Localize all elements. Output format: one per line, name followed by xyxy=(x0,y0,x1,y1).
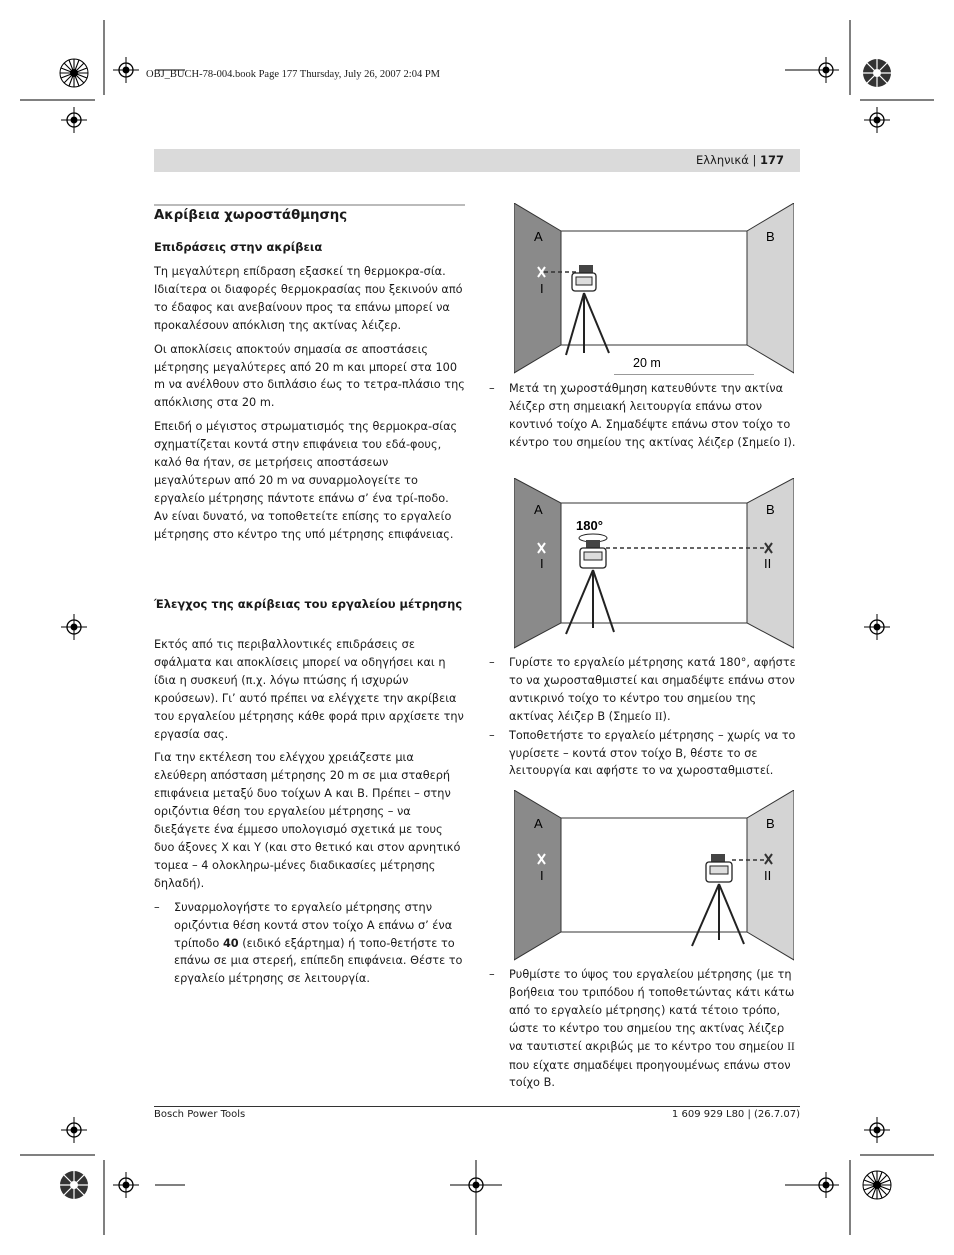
page-number: 177 xyxy=(759,153,784,167)
figure-step-1 xyxy=(514,203,794,375)
footer-publisher: Bosch Power Tools xyxy=(154,1109,246,1120)
paragraph: Οι αποκλίσεις αποκτούν σημασία σε αποστάσεις μέτρησης μεγαλύτερες από 20 m και μπορεί στα 100 m να ανέλθουν στο διπλάσιο έως το τετρα-πλάσιο της απόκλισης στα 20 m. xyxy=(154,342,465,410)
wall-a-label: A xyxy=(534,502,543,517)
section-title: Ακρίβεια χωροστάθμησης xyxy=(154,208,348,223)
text-run: (ειδικό εξάρτημα) ή τοπο-θετήστε το επάνω σε μια στερεή, επίπεδη επιφάνεια. Θέστε το εργαλείο μέτρησης σε λειτουργία. xyxy=(174,936,463,986)
list-item-text: Τοποθετήστε το εργαλείο μέτρησης – χωρίς να το γυρίσετε – κοντά στον τοίχο B, θέστε το σε λειτουργία και αφήστε το να χωροσταθμιστεί. xyxy=(509,728,796,778)
wall-b-label: B xyxy=(766,816,775,831)
subheading-influences: Επιδράσεις στην ακρίβεια xyxy=(154,240,323,254)
list-item-text xyxy=(509,966,801,1092)
paragraph: Εκτός από τις περιβαλλοντικές επιδράσεις σε σφάλματα και αποκλίσεις μπορεί να οδηγήσει και η ίδια η συσκευή (π.χ. λόγω πτώσης ή ισχυρών κρούσεων). Γι’ αυτό πρέπει να ελέγχετε την ακρίβεια του εργαλείου μέτρησης κάθε φορά πριν αρχίσετε την εργασία σας. xyxy=(154,638,464,741)
list-item-text xyxy=(174,899,466,989)
page-header xyxy=(154,149,800,172)
text-run: Μετά τη χωροστάθμηση κατευθύντε την ακτίνα λέιζερ στη σημειακή λειτουργία επάνω στον κοντινό τοίχο A. Σημαδέψτε επάνω στον τοίχο το κέντρο του σημείου της ακτίνας λέιζερ (Σημείο xyxy=(509,382,791,449)
text-run: Ρυθμίστε το ύψος του εργαλείου μέτρησης (με τη βοήθεια του τριπόδου ή τοποθετώντας κάτι κάτω από το εργαλείο μέτρησης) κατά τέτοιο τρόπο, ώστε το κέντρο του σημείου της ακτίνας λέιζερ να ταυτιστεί ακριβώς με το κέντρο του σημείου xyxy=(509,968,795,1053)
wall-b-label: B xyxy=(766,229,775,244)
step-1-list xyxy=(489,380,801,453)
list-item xyxy=(489,380,801,453)
point-reference: II xyxy=(787,1040,795,1053)
list-item xyxy=(489,966,801,1092)
bullet-dash: – xyxy=(154,900,160,914)
step-2-list xyxy=(489,654,801,780)
figure-step-3 xyxy=(514,790,794,962)
wall-a-label: A xyxy=(534,816,543,831)
section-rule xyxy=(154,204,465,206)
text-run: Συναρμολογήστε το εργαλείο μέτρησης στην οριζόντια θέση κοντά στον τοίχο A επάνω σ’ ένα τρίποδο xyxy=(174,900,453,950)
footer-rule xyxy=(154,1106,800,1107)
text-run: ). xyxy=(787,435,796,449)
bullet-dash: – xyxy=(489,728,495,742)
bullet-dash: – xyxy=(489,382,495,395)
list-item xyxy=(489,654,801,727)
step-3-list xyxy=(489,966,801,1092)
paragraph: Επειδή ο μέγιστος στρωματισμός της θερμοκρα-σίας σχηματίζεται κοντά στην επιφάνεια του εδά-φους, καλό θα ήταν, σε μετρήσεις αποστάσεων μεγαλύτερων από 20 m να συναρμολογείτε το εργαλείο μέτρησης πάντοτε επάνω σ’ ένα τρί-ποδο. Αν είναι δυνατό, να τοποθετείτε επίσης το εργαλείο μέτρησης στο κέντρο της υπό μέτρησης επιφάνειας. xyxy=(154,420,458,541)
list-item-text xyxy=(509,380,801,453)
text-run: ). xyxy=(662,709,671,723)
paragraph: Τη μεγαλύτερη επίδραση εξασκεί τη θερμοκρα-σία. Ιδιαίτερα οι διαφορές θερμοκρασίας που ξεκινούν από το έδαφος και ανεβαίνουν προς τα επάνω μπορεί να προκαλέσουν απόκλιση της ακτίνας λέιζερ. xyxy=(154,265,463,332)
tripod-reference-number: 40 xyxy=(222,936,239,950)
point-i-label: I xyxy=(540,868,544,883)
bullet-dash: – xyxy=(489,656,495,669)
list-item xyxy=(154,899,466,989)
accuracy-check-body xyxy=(154,636,466,988)
footer-doc-number: 1 609 929 L80 | (26.7.07) xyxy=(671,1109,800,1120)
bullet-dash: – xyxy=(489,968,495,981)
list-item-text xyxy=(509,654,801,727)
text-run: Γυρίστε το εργαλείο μέτρησης κατά 180°, αφήστε το να χωροσταθμιστεί και σημαδέψτε επάνω στον αντικρινό τοίχο το κέντρο του σημείου της ακτίνας λέιζερ B (Σημείο xyxy=(509,656,796,723)
header-language: Ελληνικά xyxy=(695,153,749,167)
text-run: που είχατε σημαδέψει προηγουμένως επάνω στον τοίχο B. xyxy=(509,1058,791,1090)
distance-label: 20 m xyxy=(633,356,661,370)
influences-body xyxy=(154,263,466,550)
point-i-label: I xyxy=(540,556,544,571)
point-ii-label: II xyxy=(764,556,772,571)
wall-b-label: B xyxy=(766,502,775,517)
book-info-line: OBJ_BUCH-78-004.book Page 177 Thursday, July 26, 2007 2:04 PM xyxy=(146,69,441,80)
point-ii-label: II xyxy=(764,868,772,883)
wall-a-label: A xyxy=(534,229,543,244)
header-separator: | xyxy=(752,153,757,167)
list-item xyxy=(489,727,801,781)
point-i-label: I xyxy=(540,281,544,296)
figure-step-2 xyxy=(514,478,794,650)
subheading-accuracy-check: Έλεγχος της ακρίβειας του εργαλείου μέτρησης xyxy=(154,597,463,611)
point-reference: I xyxy=(783,436,788,449)
header-text xyxy=(696,153,784,167)
paragraph: Για την εκτέλεση του ελέγχου χρειάζεστε μια ελεύθερη απόσταση μέτρησης 20 m σε μια σταθερή επιφάνεια μεταξύ δυο τοίχων A και B. Πρέπει – στην οριζόντια θέση του εργαλείου μέτρησης – να διεξάγετε ένα έμμεσο υπολογισμό σχετικά με τους δυο άξονες X και Y (και στο θετικό και στον αρνητικό τομεα – 4 ολοκληρω-μένες διαδικασίες μέτρησης δηλαδή). xyxy=(154,751,461,890)
rotation-label: 180° xyxy=(576,518,603,533)
point-reference: II xyxy=(655,710,663,723)
